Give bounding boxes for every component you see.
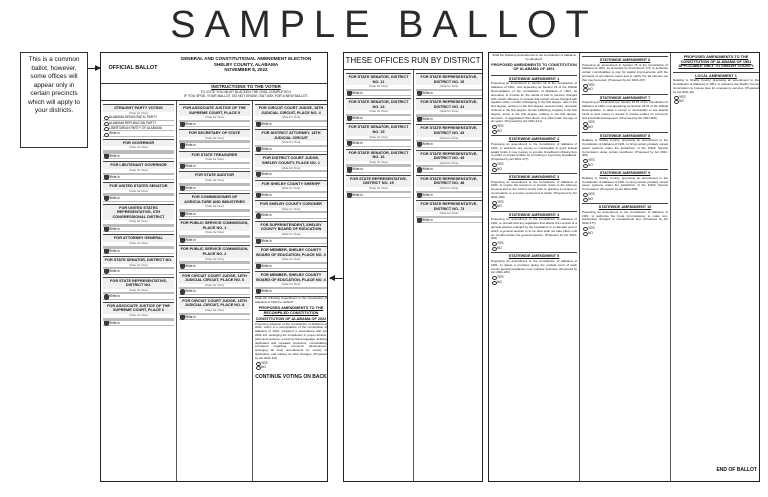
write-in-option[interactable]: Write-in xyxy=(346,141,411,146)
vote-for-one-label: (Vote for One) xyxy=(129,312,148,317)
vote-for-one-label: (Vote for One) xyxy=(281,231,301,236)
write-in-option[interactable]: Write-in xyxy=(346,193,411,198)
amendment-text: Proposing an amendment to Section 94.01 of the Constitution of Alabama of 1901, now appearing as Section 94.01 of the Official Recompilation, to allow a county or municipality to use federal funds to lend money or donate to private entities for economic and industrial development. (Proposed by Act 2021-209) xyxy=(582,100,668,120)
vote-for-one-label: (Vote for One) xyxy=(439,84,459,89)
race-title: FOR STATE REPRESENTATIVE, DISTRICT NO. 45 xyxy=(416,151,482,162)
vote-for-one-label: (Vote for One) xyxy=(369,84,388,89)
write-in-option[interactable]: Write-in xyxy=(103,196,174,201)
write-in-option[interactable]: Write-in xyxy=(416,167,482,172)
yes-option[interactable]: YES xyxy=(582,192,668,197)
county-name: SHELBY COUNTY, ALABAMA xyxy=(213,61,279,67)
race-block xyxy=(255,104,327,127)
race-block xyxy=(416,200,482,223)
write-in-option[interactable]: Write-in xyxy=(103,321,174,326)
amendment-text: Proposing an amendment to Section 76 of the Constitution of Alabama of 1901, as amended by Amendment 773, to authorize certain municipalities to pay for capital improvements with the proceeds of ad valorem taxes and to clarify the ad valorem tax that may be levied. (Proposed by Act 2021-207) xyxy=(582,62,668,82)
vote-for-one-label: (Vote for One) xyxy=(129,219,148,224)
race-title: FOR PUBLIC SERVICE COMMISSION, PLACE NO. 1 xyxy=(180,221,249,230)
write-in-option[interactable]: Write-in xyxy=(255,289,327,294)
vote-for-one-label: (Vote for One) xyxy=(439,160,459,165)
race-block xyxy=(179,193,250,217)
race-block xyxy=(179,272,250,295)
amendment-text: Proposing an amendment to Section 16 of the Constitution of Alabama of 1901, now appearing as Section 16 of the Official Recompilation of the Constitution of Alabama of 1901, as amended, to provide for the denial of bail to persons charged with certain offenses; to provide that certain crimes charged with capital murder, murder, kidnapping in the first degree, rape in the first degree, sodomy in the first degree, sexual torture, domestic violence in the first degree, human trafficking, burglary in the first degree, arson in the first degree, robbery in the first degree, terrorism, or aggravated child abuse of a child under the age of six years. (Proposed by Act 2021-131) xyxy=(491,81,577,124)
page-title: SAMPLE BALLOT xyxy=(170,4,598,46)
vote-for-one-label: (Vote for One) xyxy=(281,257,301,262)
write-in-option[interactable]: Write-in xyxy=(416,117,482,122)
yes-option[interactable]: YES xyxy=(491,124,577,129)
local-amendment-text: Relating to Shelby County, proposing an amendment to the Constitution of Alabama of 1901, to authorize the Shelby County Commission to impose fees for emergency services. (Proposed by Act 2021-36) xyxy=(673,78,759,94)
amendment-title: STATEWIDE AMENDMENT 1 xyxy=(508,76,560,81)
write-in-option[interactable]: Write-in xyxy=(179,122,250,127)
ballot-page-district xyxy=(343,52,483,482)
race-block xyxy=(346,98,411,121)
no-option[interactable]: NO xyxy=(582,197,668,202)
race-block xyxy=(255,180,327,199)
write-in-option[interactable]: Write-in xyxy=(179,186,250,191)
district-body xyxy=(344,70,482,481)
race-title: FOR UNITED STATES REPRESENTATIVE, 6TH CONGRESSIONAL DISTRICT xyxy=(103,205,174,221)
yes-option[interactable]: YES xyxy=(582,120,668,125)
race-block xyxy=(255,154,327,177)
statewide-amendment xyxy=(491,252,577,284)
vote-for-one-label: (Vote for One) xyxy=(369,185,388,190)
no-option[interactable]: NO xyxy=(582,125,668,130)
ballot-page-amendments xyxy=(488,52,760,482)
write-in-option[interactable]: Write-in xyxy=(103,154,174,159)
amendment-text: Proposing an amendment to the Constitution of Alabama of 1901, to authorize the Code Commissioner to make non-substantive changes to constitutional text. (Proposed by Act 2022-177) xyxy=(582,209,668,226)
vote-for-one-label: (Vote for One) xyxy=(129,188,148,193)
race-block xyxy=(179,104,250,127)
district-column-1 xyxy=(344,70,414,481)
amendment-title: STATEWIDE AMENDMENT 3 xyxy=(508,175,560,180)
vote-for-one-label: (Vote for One) xyxy=(205,177,224,182)
election-date: NOVEMBER 8, 2022 xyxy=(224,67,268,72)
race-title: FOR STATE SENATOR, DISTRICT NO. 14 xyxy=(346,99,411,110)
vote-for-one-label: (Vote for One) xyxy=(205,307,224,312)
vote-for-one-label: (Vote for One) xyxy=(281,206,301,211)
race-title: FOR MEMBER, SHELBY COUNTY BOARD OF EDUCATION, PLACE NO. 3 xyxy=(256,247,326,257)
vote-for-one-label: (Vote for One) xyxy=(281,165,301,170)
race-title: FOR PUBLIC SERVICE COMMISSION, PLACE NO. 2 xyxy=(180,247,249,256)
write-in-option[interactable]: Write-in xyxy=(103,175,174,180)
race-title: FOR SUPERINTENDENT, SHELBY COUNTY BOARD OF EDUCATION xyxy=(255,222,327,233)
amendment-title: STATEWIDE AMENDMENT 2 xyxy=(508,137,560,142)
amendment-title: STATEWIDE AMENDMENT 9 xyxy=(599,171,651,176)
race-title: FOR STATE REPRESENTATIVE, DISTRICT NO. 41 xyxy=(416,99,482,110)
race-block xyxy=(416,175,482,198)
race-title: FOR SECRETARY OF STATE xyxy=(179,130,250,137)
ballot-page-front xyxy=(100,52,328,482)
vote-for-one-label: (Vote for One) xyxy=(281,186,301,191)
vote-for-one-label: (Vote for One) xyxy=(205,157,224,162)
race-title: FOR DISTRICT COURT JUDGE, SHELBY COUNTY, PLACE NO. 1 xyxy=(255,155,327,166)
no-option[interactable]: NO xyxy=(491,129,577,134)
race-block xyxy=(346,175,411,198)
instructions-line-2: IF YOU SPOIL YOUR BALLOT, DO NOT ERASE, BUT ASK FOR A NEW BALLOT. xyxy=(183,93,309,98)
race-block xyxy=(346,123,411,146)
write-in-option[interactable]: Write-in xyxy=(103,249,174,254)
race-title: FOR CIRCUIT COURT JUDGE, 18TH JUDICIAL CIRCUIT, PLACE NO. 4 xyxy=(255,105,327,116)
race-title: FOR DISTRICT ATTORNEY, 18TH JUDICIAL CIRCUIT xyxy=(255,130,327,141)
amendment-text: Relating to Shelby County, proposing an amendment to the Constitution of Alabama of 1901, to bring certain privately owned sewer systems under the jurisdiction of the Public Service Commission. (Proposed by Act 2022-288) xyxy=(582,175,668,192)
candidate-option[interactable]: ALABAMA DEMOCRATIC PARTY xyxy=(103,115,174,120)
vote-for-one-label: (Vote for One) xyxy=(369,109,388,114)
amendment-text: Proposing an amendment to the Constitution of Alabama of 1901, to delete a provision giving the probate court of each county general jurisdiction over orphans' business. (Proposed by Act 2021-226) xyxy=(491,259,577,275)
race-title: FOR STATE SENATOR, DISTRICT NO. 15 xyxy=(346,124,411,135)
write-in-option[interactable]: Write-in xyxy=(103,294,174,299)
election-header xyxy=(167,56,325,73)
instructions-line-1: TO VOTE YOU MUST BLACKEN THE OVAL COMPLETELY xyxy=(200,89,292,94)
race-title: FOR MEMBER, SHELBY COUNTY BOARD OF EDUCATION, PLACE NO. 4 xyxy=(256,273,326,282)
election-name: GENERAL AND CONSTITUTIONAL AMENDMENT ELECTION xyxy=(180,56,312,61)
write-in-option[interactable]: Write-in xyxy=(255,264,327,269)
amendment-title: CONSTITUTION OF ALABAMA OF 2022 xyxy=(255,317,327,322)
statewide-amendment xyxy=(582,56,668,92)
race-title: FOR STATE REPRESENTATIVE, DISTRICT NO. 43 xyxy=(416,125,482,136)
write-in-option[interactable]: Write-in xyxy=(179,238,250,243)
write-in-option[interactable]: Write-in xyxy=(179,289,250,294)
race-block xyxy=(103,277,174,300)
no-option[interactable]: NO xyxy=(491,246,577,251)
amendment-text: Proposing an amendment to the Constitution of Alabama of 1901, to authorize any county or municipality to grant federal award funds it may receive to provide broadband infrastructure to public or private entities for providing or improving broadband. (Proposed by Act 2021-177) xyxy=(491,141,577,162)
race-block xyxy=(416,98,482,122)
race-block xyxy=(416,124,482,147)
write-in-option[interactable]: Write-in xyxy=(255,213,327,218)
vote-for-one-label: (Vote for One) xyxy=(129,287,148,292)
candidate-option[interactable]: ALABAMA REPUBLICAN PARTY xyxy=(103,121,174,126)
front-column-3-races xyxy=(255,104,327,294)
race-block xyxy=(179,297,250,320)
vote-for-one-label: (Vote for One) xyxy=(205,230,224,235)
statewide-amendment xyxy=(491,135,577,171)
front-column-2 xyxy=(177,101,253,481)
race-title: FOR STATE SENATOR, DISTRICT NO. 11 xyxy=(346,74,411,85)
ballot-header xyxy=(101,53,327,84)
amendment-title: STATEWIDE AMENDMENT 7 xyxy=(599,95,651,100)
race-block xyxy=(416,73,482,96)
amendment-title: STATEWIDE AMENDMENT 8 xyxy=(599,133,651,138)
amendment-title: STATEWIDE AMENDMENT 6 xyxy=(599,58,651,62)
race-title: FOR STATE REPRESENTATIVE, DISTRICT NO. 15 xyxy=(346,176,411,187)
vote-for-one-label: (Vote for One) xyxy=(205,115,224,120)
amendments-list-1 xyxy=(491,75,577,285)
yes-option[interactable]: YES xyxy=(673,95,759,100)
vote-for-one-label: (Vote for One) xyxy=(205,204,224,209)
yes-option[interactable]: YES xyxy=(582,226,668,231)
no-option[interactable]: NO xyxy=(582,231,668,236)
race-title: FOR SHELBY COUNTY SHERIFF xyxy=(255,181,327,188)
vote-for-one-label: (Vote for One) xyxy=(129,168,148,172)
yes-option[interactable]: YES xyxy=(491,275,577,280)
vote-for-one-label: (Vote for One) xyxy=(369,134,388,139)
write-in-option[interactable]: Write-in xyxy=(103,269,174,274)
common-ballot-note: This is a common ballot, however, some offices will appear only in certain precincts which will apply to your districts. xyxy=(20,52,88,148)
official-ballot-label: OFFICIAL BALLOT xyxy=(108,65,158,71)
write-in-option[interactable]: Write-in xyxy=(346,116,411,121)
local-amendments-heading: PROPOSED AMENDMENTS TO THE CONSTITUTION OF ALABAMA OF 1901 APPLICABLE ONLY TO SHELBY COUNTY xyxy=(678,55,754,69)
vote-for-one-label: (Vote for One) xyxy=(439,135,459,140)
vote-for-one-label: (Vote for One) xyxy=(369,159,388,164)
race-block xyxy=(179,151,250,170)
vote-for-one-label: (Vote for One) xyxy=(281,282,301,287)
race-block xyxy=(103,139,174,160)
race-title: FOR ATTORNEY GENERAL xyxy=(103,235,174,242)
race-title: FOR CIRCUIT COURT JUDGE, 18TH JUDICIAL CIRCUIT, PLACE NO. 8 xyxy=(179,298,250,309)
race-block xyxy=(346,73,411,96)
race-title: FOR COMMISSIONER OF AGRICULTURE AND INDUSTRIES xyxy=(179,194,250,205)
race-title: FOR STATE REPRESENTATIVE, DISTRICT NO. 15 xyxy=(416,74,482,85)
race-title: FOR ASSOCIATE JUSTICE OF THE SUPREME COURT, PLACE 5 xyxy=(179,105,250,116)
amendment-text: Relating to Shelby County, proposing an amendment to the Constitution of Alabama of 1901, to bring certain privately owned sewer systems under the jurisdiction of the Public Service Commission under certain conditions. (Proposed by Act 2021-305) xyxy=(582,138,668,158)
amendment-title: STATEWIDE AMENDMENT 5 xyxy=(508,254,560,259)
race-block xyxy=(255,271,327,294)
race-block xyxy=(346,149,411,173)
write-in-option[interactable]: Write-in xyxy=(416,142,482,147)
race-title: FOR STATE REPRESENTATIVE, DISTRICT NO. 73 xyxy=(416,201,482,212)
yes-option[interactable]: YES xyxy=(491,241,577,246)
no-option[interactable]: NO xyxy=(582,87,668,92)
race-title: FOR STATE REPRESENTATIVE, DISTRICT NO. 48 xyxy=(416,176,482,187)
vote-for-one-label: (Vote for One) xyxy=(281,140,301,145)
amendment-title: STATEWIDE AMENDMENT 10 xyxy=(598,205,652,210)
vote-for-one-label: (Vote for One) xyxy=(439,109,459,114)
district-heading: THESE OFFICES RUN BY DISTRICT xyxy=(344,53,482,70)
vote-for-one-label: (Vote for One) xyxy=(205,282,224,287)
yes-option[interactable]: YES xyxy=(582,83,668,88)
write-in-option[interactable]: Write-in xyxy=(255,172,327,177)
amendment-title: STATEWIDE AMENDMENT 4 xyxy=(508,212,560,217)
continue-voting-label: CONTINUE VOTING ON BACK xyxy=(255,373,327,380)
race-block xyxy=(179,171,250,191)
race-title: FOR STATE SENATOR, DISTRICT NO. 16 xyxy=(346,150,411,161)
amendments-column-3 xyxy=(671,53,760,481)
amendments-column-2 xyxy=(580,53,671,481)
yes-option[interactable]: YES xyxy=(491,200,577,205)
note-arrow-left xyxy=(88,68,100,69)
race-block xyxy=(255,246,327,269)
race-block xyxy=(103,302,174,326)
statewide-amendment xyxy=(491,211,577,251)
write-in-option[interactable]: Write-in xyxy=(416,218,482,223)
race-block xyxy=(179,245,250,269)
race-block xyxy=(179,219,250,243)
vote-for-one-label: (Vote for One) xyxy=(439,185,459,190)
race-block xyxy=(255,200,327,219)
amendments-column-1 xyxy=(489,53,580,481)
yes-option[interactable]: YES xyxy=(255,361,327,366)
write-in-option[interactable]: Write-in xyxy=(103,227,174,232)
no-option[interactable]: NO xyxy=(491,280,577,285)
race-block xyxy=(179,129,250,149)
race-block xyxy=(103,161,174,180)
yes-option[interactable]: YES xyxy=(491,162,577,167)
race-title: FOR GOVERNOR xyxy=(103,140,174,147)
no-option[interactable]: NO xyxy=(491,204,577,209)
write-in-option[interactable]: Write-in xyxy=(346,91,411,96)
race-block xyxy=(103,256,174,275)
front-column-3 xyxy=(253,101,328,481)
race-block xyxy=(255,221,327,244)
candidate-option[interactable]: LIBERTARIAN PARTY OF ALABAMA xyxy=(103,126,174,131)
write-in-option[interactable]: Write-in xyxy=(255,239,327,244)
write-in-option[interactable]: Write-in xyxy=(255,147,327,152)
no-option[interactable]: NO xyxy=(255,365,327,370)
local-amendment-1 xyxy=(673,72,759,104)
vote-for-one-label: (Vote for One) xyxy=(129,110,148,115)
statewide-amendment xyxy=(582,132,668,168)
race-block xyxy=(103,234,174,254)
district-column-2 xyxy=(414,70,483,481)
amendment-question: Shall the following Amendment to the Constitution of Alabama of 1901 be ratified? xyxy=(255,296,327,305)
instructions-title: INSTRUCTIONS TO THE VOTER xyxy=(211,84,281,89)
vote-for-one-label: (Vote for One) xyxy=(281,115,301,120)
write-in-option[interactable]: Write-in xyxy=(179,143,250,148)
race-title: FOR STATE REPRESENTATIVE, DISTRICT NO. xyxy=(103,278,174,289)
statewide-amendment xyxy=(582,94,668,130)
write-in-option[interactable]: Write-in xyxy=(416,91,482,96)
amendment-text: Proposing an amendment to the Constitution of Alabama of 1901, to require the Governor to provide notice to the Attorney General and to the victim's family prior to granting a reprieve or commutation to a person sentenced to death. (Proposed by Act 2021-180) xyxy=(491,179,577,199)
write-in-option[interactable]: Write-in xyxy=(346,167,411,172)
write-in-option[interactable]: Write-in xyxy=(255,193,327,198)
race-block xyxy=(103,204,174,233)
statewide-amendment xyxy=(491,173,577,209)
race-title: STRAIGHT PARTY VOTING xyxy=(103,105,174,112)
amendment-text: Proposing an amendment to the Constitution of Alabama of 1901, to provide that any legislation that affects the conduct of a general election enacted by the Legislature in a calendar year in which a general election is to be held shall not take effect until six months before the general election. (Proposed by Act 2021-202) xyxy=(491,217,577,241)
statewide-amendment xyxy=(491,75,577,134)
write-in-option[interactable]: Write-in xyxy=(103,131,174,136)
instructions xyxy=(167,84,325,98)
no-option[interactable]: NO xyxy=(582,163,668,168)
statewide-amendment xyxy=(582,169,668,201)
vote-for-one-label: (Vote for One) xyxy=(129,262,148,267)
race-block xyxy=(103,104,174,137)
end-of-ballot-label: END OF BALLOT xyxy=(716,467,757,473)
race-title: FOR LIEUTENANT GOVERNOR xyxy=(103,162,174,169)
race-title: FOR STATE SENATOR, DISTRICT NO. xyxy=(104,257,173,262)
note-arrow-middle xyxy=(330,278,343,279)
constitution-2022-race xyxy=(255,296,327,370)
amendments-heading: PROPOSED AMENDMENTS TO CONSTITUTION OF ALABAMA OF 1901 xyxy=(491,62,577,72)
statewide-amendment xyxy=(582,203,668,235)
write-in-option[interactable]: Write-in xyxy=(179,212,250,217)
write-in-option[interactable]: Write-in xyxy=(179,315,250,320)
no-option[interactable]: NO xyxy=(673,99,759,104)
write-in-option[interactable]: Write-in xyxy=(255,122,327,127)
race-block xyxy=(103,182,174,202)
race-title: FOR CIRCUIT COURT JUDGE, 18TH JUDICIAL CIRCUIT, PLACE NO. 6 xyxy=(179,273,250,284)
race-block xyxy=(255,129,327,152)
amendments-question: Shall the following Amendments to the Constitution of Alabama be adopted? xyxy=(492,53,576,61)
vote-for-one-label: (Vote for One) xyxy=(129,240,148,245)
race-block xyxy=(416,150,482,173)
race-title: FOR UNITED STATES SENATOR xyxy=(103,183,174,190)
write-in-option[interactable]: Write-in xyxy=(416,193,482,198)
race-title: FOR ASSOCIATE JUSTICE OF THE SUPREME COURT, PLACE 6 xyxy=(103,303,174,314)
local-amendment-title: LOCAL AMENDMENT 1 xyxy=(695,73,737,78)
ballot-front-body xyxy=(101,100,327,481)
write-in-option[interactable]: Write-in xyxy=(179,264,250,269)
race-title: FOR SHELBY COUNTY CORONER xyxy=(255,201,327,208)
write-in-option[interactable]: Write-in xyxy=(179,164,250,169)
yes-option[interactable]: YES xyxy=(582,158,668,163)
front-column-1 xyxy=(101,101,177,481)
no-option[interactable]: NO xyxy=(491,167,577,172)
vote-for-one-label: (Vote for One) xyxy=(129,145,148,150)
race-title: FOR STATE TREASURER xyxy=(179,152,250,159)
amendment-heading: PROPOSED AMENDMENTS TO THE RECOMPILED CONSTITUTION xyxy=(258,305,324,315)
amendment-text: Proposing adoption of the Constitution of Alabama of 2022, which is a recompilation of the Constitution of Alabama of 1901, prepared in accordance with Act 2021-111, arranging the constitution in proper articles, parts and sections, removing racist language, deleting duplicated and repealed provisions, consolidating provisions regarding economic development, arranging all local amendments by county of application, and making no other changes. (Proposed by Act 2021-111) xyxy=(255,321,327,360)
race-title: FOR STATE AUDITOR xyxy=(179,172,250,179)
vote-for-one-label: (Vote for One) xyxy=(205,256,224,261)
vote-for-one-label: (Vote for One) xyxy=(205,135,224,140)
vote-for-one-label: (Vote for One) xyxy=(439,211,459,216)
